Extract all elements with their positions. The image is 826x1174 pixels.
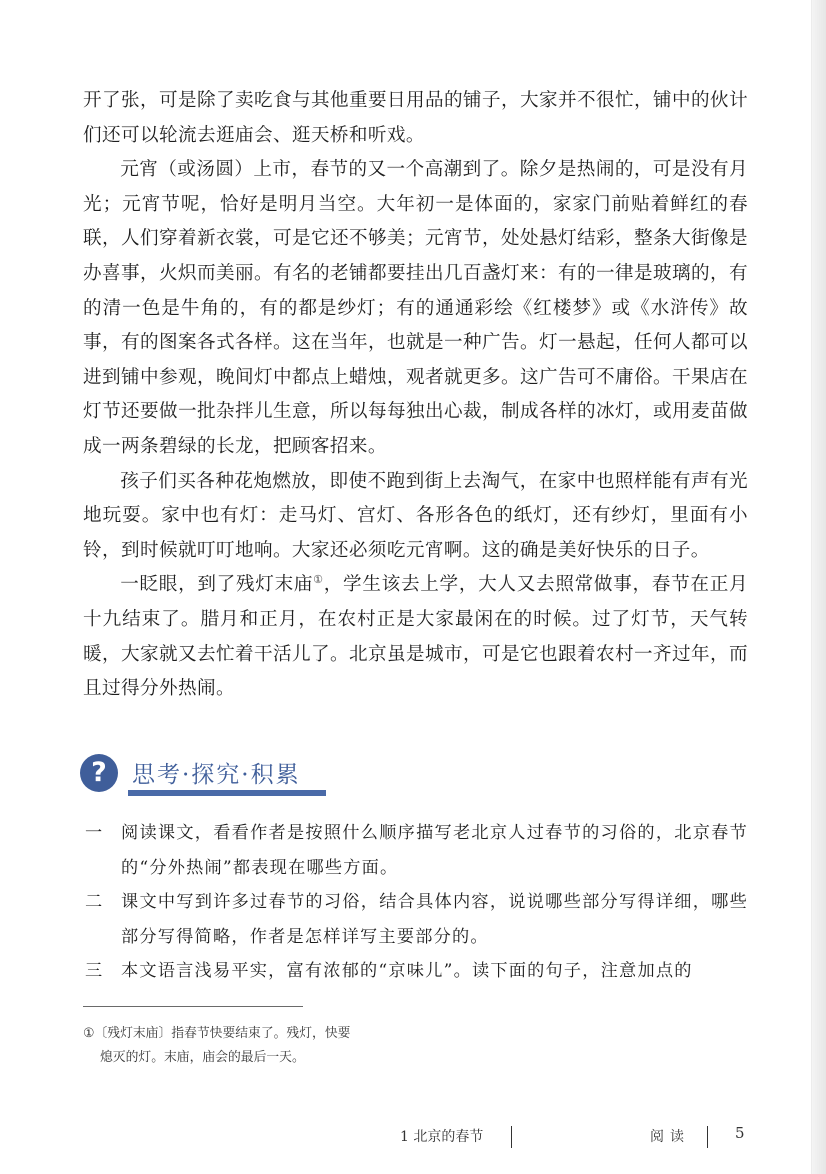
question-item [83,954,748,989]
footnote-divider [83,1006,303,1007]
section-underline [128,790,326,796]
paragraph: 元宵（或汤圆）上市，春节的又一个高潮到了。除夕是热闹的，可是没有月光；元宵节呢，恰好是明月当空。大年初一是体面的，家家门前贴着鲜红的春联，人们穿着新衣裳，可是它还不够美；元宵节，处处悬灯结彩，整条大街像是办喜事，火炽而美丽。有名的老铺都要挂出几百盏灯来：有的一律是玻璃的，有的清一色是牛角的，有的都是纱灯；有的通通彩绘《红楼梦》或《水浒传》故事，有的图案各式各样。这在当年，也就是一种广告。灯一悬起，任何人都可以进到铺中参观，晚间灯中都点上蜡烛，观者就更多。这广告可不庸俗。干果店在灯节还要做一批杂拌儿生意，所以每每独出心裁，制成各样的冰灯，或用麦苗做成一两条碧绿的长龙，把顾客招来。 [83,159,748,457]
page-number: 5 [735,1124,745,1142]
question-number: 三 [85,961,104,982]
question-text: 本文语言浅易平实，富有浓郁的“京味儿”。读下面的句子，注意加点的 [121,961,693,982]
paragraph [83,568,748,706]
section-title: 思考·探究·积累 [132,762,301,788]
footnote-line: 熄灭的灯。末庙，庙会的最后一天。 [100,1050,305,1065]
footer-divider [511,1126,512,1148]
chapter-label: 1 北京的春节 [400,1129,484,1145]
footnote-line: ①〔残灯末庙〕指春节快要结束了。残灯，快要 [83,1026,351,1041]
article-body [83,84,748,707]
section-header [80,752,340,800]
question-number: 一 [85,823,104,843]
question-text: 阅读课文，看看作者是按照什么顺序描写老北京人过春节的习俗的，北京春节的“分外热闹”都表现在哪些方面。 [121,823,748,878]
question-number: 二 [85,892,104,913]
paragraph: 孩子们买各种花炮燃放，即使不跑到街上去淘气，在家中也照样能有声有光地玩耍。家中也有灯：走马灯、宫灯、各形各色的纸灯，还有纱灯，里面有小铃，到时候就叮叮地响。大家还必须吃元宵啊。这的确是美好快乐的日子。 [83,470,748,561]
question-item [83,885,748,954]
paragraph: 开了张，可是除了卖吃食与其他重要日用品的铺子，大家并不很忙，铺中的伙计们还可以轮流去逛庙会、逛天桥和听戏。 [83,90,748,146]
question-text: 课文中写到许多过春节的习俗，结合具体内容，说说哪些部分写得详细，哪些部分写得简略，作者是怎样详写主要部分的。 [121,892,748,947]
footnote-marker[interactable]: ① [313,573,324,587]
page-edge [811,0,826,1174]
section-label: 阅读 [650,1129,690,1145]
question-circle-icon: ? [80,754,118,792]
paragraph-text: ，学生该去上学，大人又去照常做事，春节在正月十九结束了。腊月和正月，在农村正是大家最闲在的时候。过了灯节，天气转暖，大家就又去忙着干活儿了。北京虽是城市，可是它也跟着农村一齐过年，而且过得分外热闹。 [83,574,748,700]
footnote [83,1022,413,1070]
question-list [83,816,748,989]
footer-divider [707,1126,708,1148]
page-footer [0,1122,826,1152]
paragraph-text: 一眨眼，到了残灯末庙 [120,574,314,596]
question-item [83,816,748,885]
